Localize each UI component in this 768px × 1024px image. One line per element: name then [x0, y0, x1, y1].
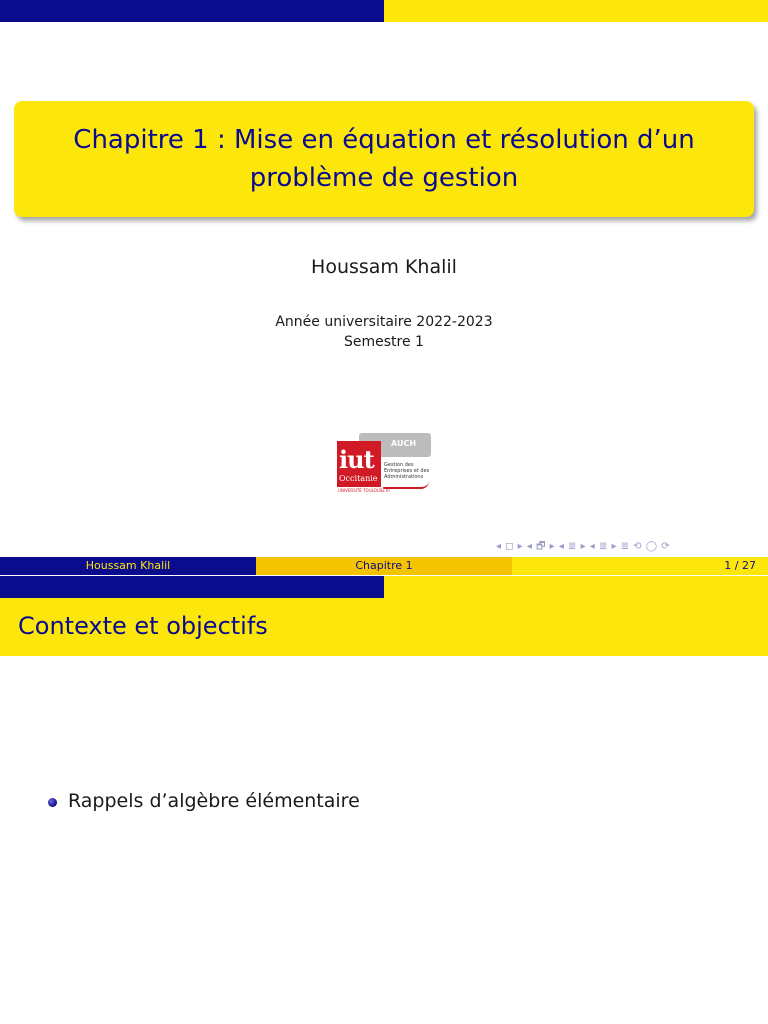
top-color-bar — [0, 576, 768, 598]
logo-campus-label: AUCH — [391, 439, 417, 448]
top-color-bar — [0, 0, 768, 22]
footer-short-title: Chapitre 1 — [256, 557, 512, 575]
logo-department: Gestion des Entreprises et des Administrations — [384, 462, 430, 480]
top-bar-navy — [0, 576, 384, 598]
presentation-title: Chapitre 1 : Mise en équation et résolution d’un problème de gestion — [73, 125, 695, 193]
bullet-text: Rappels d’algèbre élémentaire — [68, 790, 360, 812]
iut-auch-logo — [337, 433, 431, 495]
logo-swoosh — [383, 481, 429, 489]
logo-occitanie-text: Occitanie — [339, 474, 378, 483]
bullet-ball-icon — [48, 798, 57, 807]
logo-red-block — [337, 441, 381, 487]
top-bar-yellow — [384, 576, 768, 598]
title-box — [14, 101, 754, 217]
logo-university: UNIVERSITÉ TOULOUSE III — [338, 488, 390, 493]
context-slide — [0, 576, 768, 1024]
top-bar-yellow — [384, 0, 768, 22]
page-number-text: 1 / 27 — [724, 559, 756, 572]
frame-title-bar — [0, 598, 768, 656]
logo-iut-text: iut — [339, 445, 374, 474]
footer-page-number — [512, 557, 768, 575]
academic-year: Année universitaire 2022-2023 — [275, 314, 493, 330]
author-name: Houssam Khalil — [311, 256, 457, 278]
frame-title: Contexte et objectifs — [18, 612, 268, 640]
date-block — [0, 312, 768, 352]
semester: Semestre 1 — [344, 334, 424, 350]
footer-author: Houssam Khalil — [0, 557, 256, 575]
footer-bar — [0, 557, 768, 575]
beamer-navigation-symbols[interactable]: ◂ ◻ ▸ ◂ 🗗 ▸ ◂ ≣ ▸ ◂ ≣ ▸ ≣ ⟲ ◯ ⟳ — [496, 541, 671, 552]
top-bar-navy — [0, 0, 384, 22]
